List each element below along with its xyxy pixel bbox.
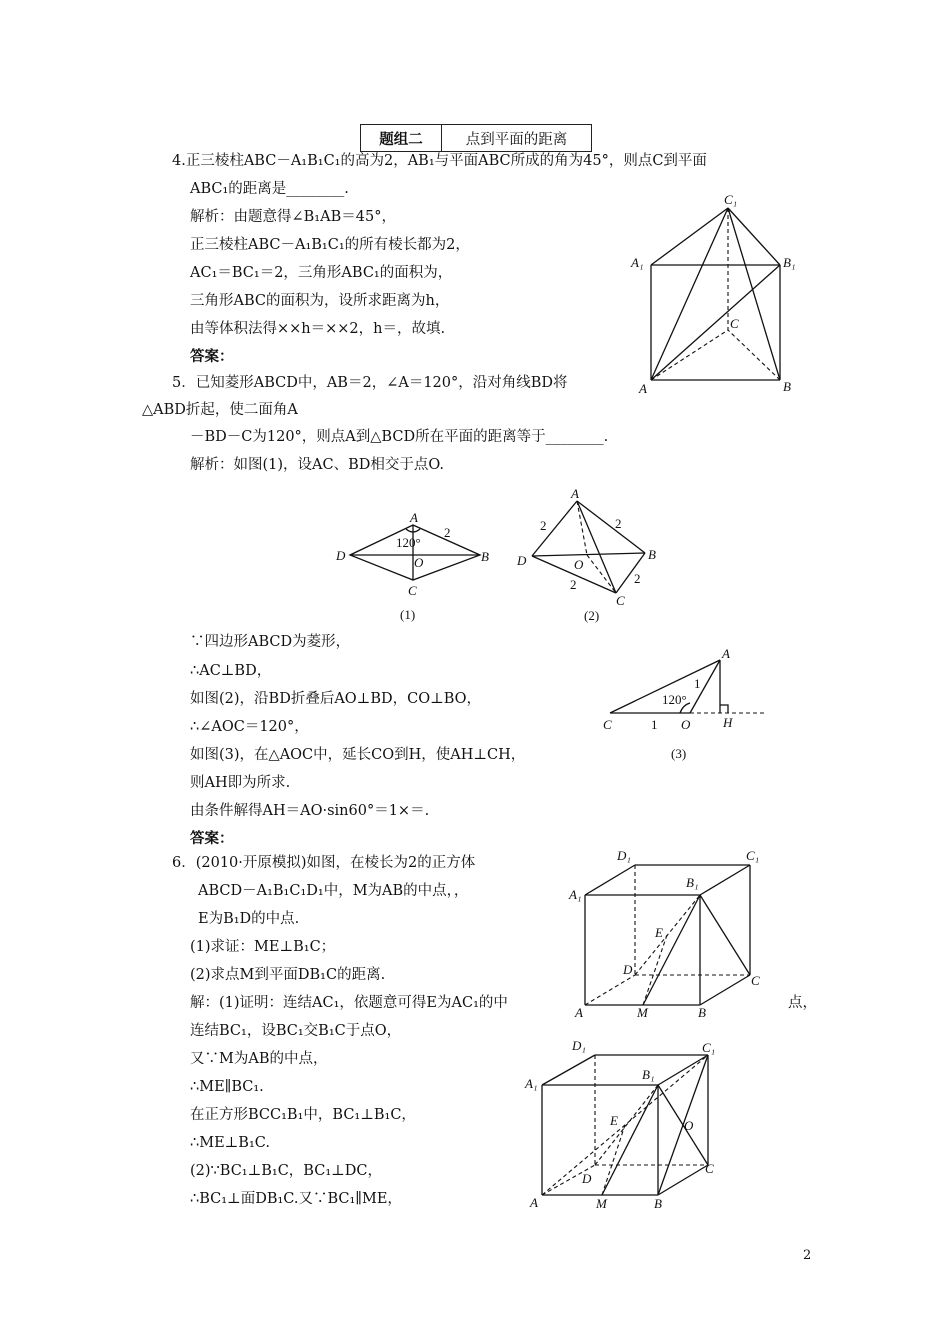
p5-line: 则AH即为所求. — [190, 775, 291, 791]
cube1-label: C₁ — [746, 848, 760, 863]
triangle-figure-3 — [595, 645, 770, 765]
fig2-label: 2 — [634, 571, 641, 586]
p4-line: AC₁＝BC₁＝2，三角形ABC₁的面积为， — [190, 265, 453, 281]
cube2-label: B — [654, 1196, 662, 1211]
p6-line: ∴ME⊥B₁C. — [190, 1135, 270, 1151]
cube2-label: A — [530, 1195, 538, 1210]
p5-line: 由条件解得AH＝AO·sin60°＝1×＝. — [190, 803, 430, 819]
fig2-label: B — [648, 547, 656, 562]
p4-question: 4.正三棱柱ABC－A₁B₁C₁的高为2，AB₁与平面ABC所成的角为45°，则点C到平面 — [172, 153, 707, 169]
cube2-label: E — [610, 1113, 618, 1128]
p6-line: 连结BC₁，设BC₁交B₁C于点O， — [190, 1023, 402, 1039]
p4-line: 由等体积法得××h＝××2，h＝，故填. — [190, 321, 446, 337]
p6-part1: (1)求证：ME⊥B₁C； — [190, 939, 336, 955]
cube-figure-2 — [520, 1035, 735, 1215]
fig1-label: 120° — [396, 535, 421, 550]
p5-line: ∴∠AOC＝120°， — [190, 719, 309, 735]
p4-answer: 答案： — [190, 348, 234, 365]
fig2-label: 2 — [615, 516, 622, 531]
p6-solution-tail: 点， — [788, 995, 817, 1011]
fig2-label: 2 — [570, 577, 577, 592]
p4-line: 正三棱柱ABC－A₁B₁C₁的所有棱长都为2， — [190, 237, 470, 253]
cube2-label: M — [596, 1196, 607, 1211]
p5-answer: 答案： — [190, 830, 234, 847]
p6-line: 又∵M为AB的中点， — [190, 1051, 328, 1067]
fig2-label: D — [517, 553, 527, 568]
cube2-label: C₁ — [702, 1040, 716, 1055]
p6-line: ∴BC₁⊥面DB₁C.又∵BC₁∥ME， — [190, 1191, 402, 1207]
rhombus-figure-1 — [330, 505, 500, 625]
prism-label: C₁ — [724, 192, 738, 207]
cube2-label: O — [684, 1118, 694, 1133]
p6-line: (2)∵BC₁⊥B₁C，BC₁⊥DC， — [190, 1163, 382, 1179]
fig2-label: 2 — [540, 518, 547, 533]
cube2-label: D₁ — [572, 1038, 586, 1053]
p6-part2: (2)求点M到平面DB₁C的距离. — [190, 967, 386, 983]
p5-line: 如图(3)，在△AOC中，延长CO到H，使AH⊥CH， — [190, 747, 526, 763]
cube2-label: C — [705, 1161, 714, 1176]
cube1-label: D — [623, 962, 633, 977]
fig1-label: C — [408, 583, 417, 598]
topic-group-label: 题组二 — [361, 125, 442, 151]
prism-figure — [625, 190, 805, 400]
p6-question: 6．(2010·开原模拟)如图，在棱长为2的正方体 — [172, 855, 476, 871]
fig1-label: D — [336, 548, 346, 563]
cube-figure-1 — [565, 845, 775, 1023]
cube1-label: A₁ — [569, 887, 582, 902]
cube2-label: D — [582, 1171, 592, 1186]
p4-line: 三角形ABC的面积为，设所求距离为h， — [190, 293, 450, 309]
fig2-label: A — [571, 486, 579, 501]
fig2-label: C — [616, 593, 625, 608]
fig1-label: O — [414, 555, 424, 570]
fig3-label: C — [603, 717, 612, 732]
prism-label: B₁ — [783, 255, 796, 270]
p6-question-cont: ABCD－A₁B₁C₁D₁中，M为AB的中点，， — [198, 883, 469, 899]
fig3-label: 1 — [694, 676, 701, 691]
prism-label: B — [783, 379, 791, 394]
p5-question-cont: △ABD折起，使二面角A — [142, 402, 298, 418]
p5-question-cont: －BD－C为120°，则点A到△BCD所在平面的距离等于________. — [190, 429, 609, 445]
fig3-label: A — [722, 646, 730, 661]
cube1-label: C — [751, 973, 760, 988]
fig3-label: (3) — [671, 746, 687, 761]
fig1-label: 2 — [444, 525, 451, 540]
cube1-label: D₁ — [617, 848, 631, 863]
p6-question-cont: E为B₁D的中点. — [198, 911, 300, 927]
p5-line: ∵四边形ABCD为菱形， — [190, 634, 351, 650]
cube1-label: B₁ — [686, 875, 699, 890]
page-number: 2 — [803, 1248, 812, 1263]
cube1-label: A — [575, 1005, 583, 1020]
cube1-label: B — [698, 1005, 706, 1020]
p6-solution: 解：(1)证明：连结AC₁，依题意可得E为AC₁的中 — [190, 995, 508, 1011]
p5-line: 如图(2)，沿BD折叠后AO⊥BD，CO⊥BO， — [190, 691, 482, 707]
fig3-label: 120° — [662, 692, 687, 707]
fig1-label: (1) — [400, 607, 416, 622]
p4-question-cont: ABC₁的距离是________. — [190, 181, 349, 197]
prism-label: C — [730, 316, 739, 331]
p6-line: ∴ME∥BC₁. — [190, 1079, 264, 1095]
p5-question: 5．已知菱形ABCD中，AB＝2，∠A＝120°，沿对角线BD将 — [172, 375, 568, 391]
fig2-label: (2) — [584, 608, 600, 623]
p4-analysis: 解析：由题意得∠B₁AB＝45°， — [190, 209, 396, 225]
fig3-label: 1 — [651, 717, 658, 732]
fig1-label: B — [481, 549, 489, 564]
cube1-label: M — [637, 1005, 648, 1020]
topic-header-table — [360, 124, 592, 152]
prism-label: A — [639, 381, 647, 396]
prism-label: A₁ — [631, 255, 644, 270]
p6-line: 在正方形BCC₁B₁中，BC₁⊥B₁C， — [190, 1107, 416, 1123]
cube2-label: A₁ — [525, 1076, 538, 1091]
cube1-label: E — [655, 925, 663, 940]
fig1-label: A — [410, 510, 418, 525]
folded-figure-2 — [512, 483, 672, 628]
p5-analysis: 解析：如图(1)，设AC、BD相交于点O. — [190, 457, 445, 473]
fig2-label: O — [574, 557, 584, 572]
fig3-label: O — [681, 717, 691, 732]
cube2-label: B₁ — [642, 1067, 655, 1082]
topic-title: 点到平面的距离 — [465, 131, 568, 148]
p5-line: ∴AC⊥BD， — [190, 663, 272, 679]
fig3-label: H — [723, 715, 733, 730]
